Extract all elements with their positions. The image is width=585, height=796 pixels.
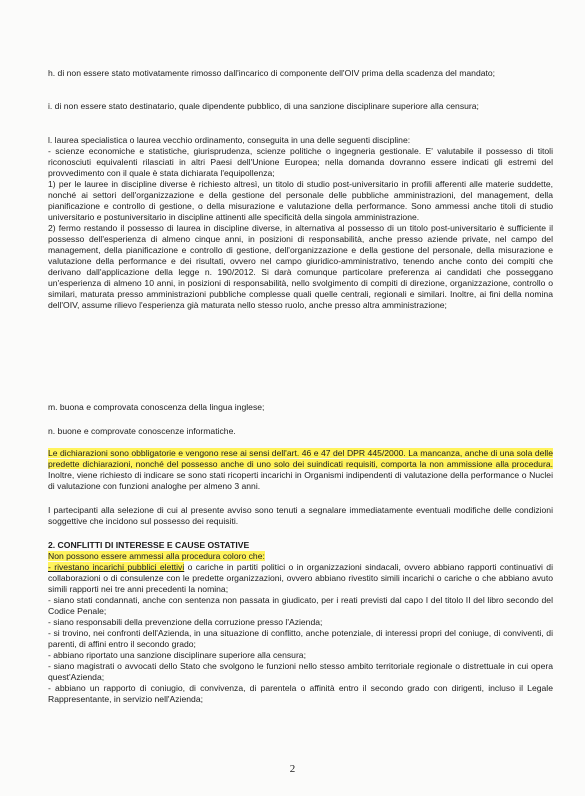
requirement-l-point-2: 2) fermo restando il possesso di laurea in discipline diverse, in alternativa al possesso di un titolo post-universitario è sufficiente il possesso dell'esperienza di almeno cinque anni, in posizioni di responsabilità, anche presso aziende private, nel campo del management, della pianificazione e controllo di gestione, dell'organizzazione e della gestione del personale, della misurazione e valutazione della performance e dei risultati, ovvero nel campo giuridico-amministrativo, tenendo anche conto dei compiti che derivano dall'applicazione della legge n. 190/2012. Si darà comunque particolare preferenza ai candidati che posseggano un'esperienza di almeno 10 anni, in posizioni di responsabilità, nello svolgimento di compiti di direzione, organizzazione, controllo o similari, maturata presso amministrazioni pubbliche complesse quali quelle centrali, regionali e similari. Inoltre, ai fini della nomina dell'OIV, assume rilievo l'esperienza già maturata nello stesso ruolo, anche presso altra amministrazione; [48, 223, 553, 310]
section-2-intro [48, 551, 553, 562]
section-2 [48, 540, 553, 705]
page-number: 2 [289, 763, 296, 775]
list-item [48, 562, 553, 595]
declarations-paragraph [48, 448, 553, 492]
requirement-n: n. buone e comprovate conoscenze informatiche. [48, 426, 236, 436]
list-item: - siano stati condannati, anche con sentenza non passata in giudicato, per i reati previsti dal capo I del titolo II del libro secondo del Codice Penale; [48, 595, 553, 616]
requirement-l [48, 135, 553, 311]
list-item: - si trovino, nei confronti dell'Azienda, in una situazione di conflitto, anche potenziale, di interessi propri del coniuge, di conviventi, di parenti, di affini entro il secondo grado; [48, 628, 553, 649]
requirement-l-disciplines: - scienze economiche e statistiche, giurisprudenza, scienze politiche o ingegneria gestionale. E' valutabile il possesso di titoli riconosciuti equivalenti rilasciati in altri Paesi dell'Unione Europea; nella domanda dovranno essere indicati gli estremi del provvedimento con il quale è stata dichiarata l'equipollenza; [48, 146, 553, 178]
requirement-l-intro: l. laurea specialistica o laurea vecchio ordinamento, conseguita in una delle seguenti discipline: [48, 135, 411, 145]
declarations-highlight: Le dichiarazioni sono obbligatorie e vengono rese ai sensi dell'art. 46 e 47 del DPR 445/2000. La mancanza, anche di una sola delle predette dichiarazioni, nonché del possesso anche di uno solo dei suindicati requisiti, comporta la non ammissione alla procedura. [48, 448, 553, 469]
requirement-i: i. di non essere stato destinatario, quale dipendente pubblico, di una sanzione disciplinare superiore alla censura; [48, 101, 479, 111]
participants-paragraph: I partecipanti alla selezione di cui al presente avviso sono tenuti a segnalare immediatamente eventuali modifiche delle condizioni soggettive che incidono sul possesso dei requisiti. [48, 505, 553, 526]
list-item: - abbiano riportato una sanzione disciplinare superiore alla censura; [48, 650, 306, 660]
requirement-m: m. buona e comprovata conoscenza della lingua inglese; [48, 402, 265, 412]
list-item: - siano responsabili della prevenzione della corruzione presso l'Azienda; [48, 617, 323, 627]
list-item: - siano magistrati o avvocati dello Stato che svolgono le funzioni nello stesso ambito territoriale regionale o distrettuale in cui opera quest'Azienda; [48, 661, 553, 682]
list-item: - abbiano un rapporto di coniugio, di convivenza, di parentela o affinità entro il secondo grado con dirigenti, incluso il Legale Rappresentante, in servizio nell'Azienda; [48, 683, 553, 704]
item-1-highlight: - rivestano incarichi pubblici elettivi [48, 562, 185, 572]
declarations-rest: Inoltre, viene richiesto di indicare se sono stati ricoperti incarichi in Organismi indipendenti di valutazione della performance o Nuclei di valutazione con funzioni analoghe per almeno 3 anni. [48, 470, 553, 491]
section-2-intro-highlight: Non possono essere ammessi alla procedura coloro che: [48, 551, 265, 561]
requirement-h: h. di non essere stato motivatamente rimosso dall'incarico di componente dell'OIV prima della scadenza del mandato; [48, 68, 496, 78]
section-2-title: 2. CONFLITTI DI INTERESSE E CAUSE OSTATIVE [48, 540, 250, 550]
item-1-rest: o cariche in partiti politici o in organizzazioni sindacali, ovvero abbiano rapporti continuativi di collaborazioni o di consulenze con le predette organizzazioni, ovvero abbiano rivestito simili incarichi o cariche o che abbiano avuto simili rapporti nei tre anni precedenti la nomina; [48, 562, 553, 594]
requirement-l-point-1: 1) per le lauree in discipline diverse è richiesto altresì, un titolo di studio post-universitario in profili afferenti alle materie suddette, nonché ai settori dell'organizzazione e della gestione del personale delle pubbliche amministrazioni, del management, della pianificazione e controllo di gestione, o della misurazione e valutazione della performance. Sono ammessi anche titoli di studio universitario e postuniversitario in discipline attinenti alle specificità della singola amministrazione. [48, 179, 553, 222]
